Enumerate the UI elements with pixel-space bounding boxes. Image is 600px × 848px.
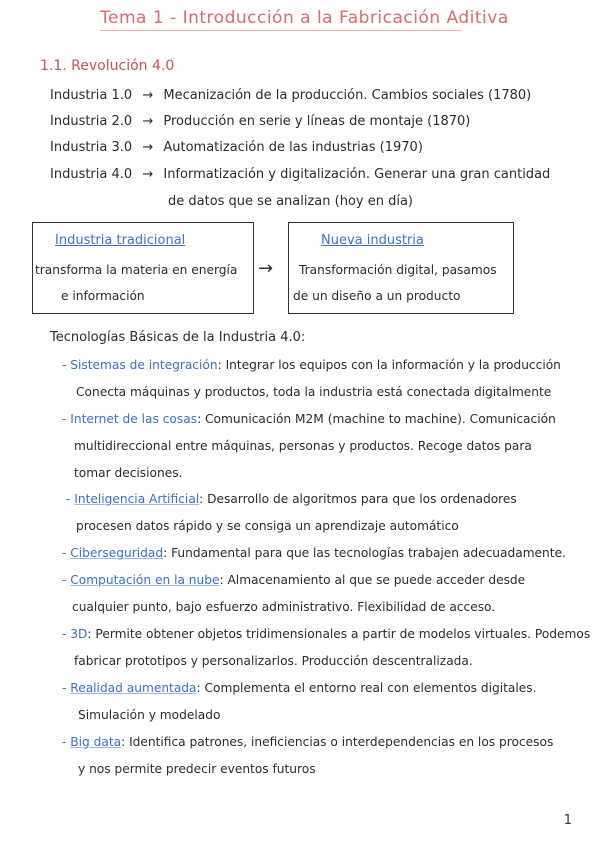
tech-name: Computación en la nube <box>70 573 220 587</box>
bullet: - <box>62 546 67 560</box>
tech-line: Conecta máquinas y productos, toda la industria está conectada digitalmente <box>76 385 552 399</box>
arrow-icon: → <box>142 140 154 155</box>
tech-item <box>62 681 537 695</box>
revolution-text: Automatización de las industrias (1970) <box>163 140 423 155</box>
box-line: transforma la materia en energía <box>35 263 238 277</box>
tech-sep: : <box>87 627 92 641</box>
tech-name: Ciberseguridad <box>70 546 164 560</box>
box-line: de un diseño a un producto <box>293 289 461 303</box>
revolution-text: Informatización y digitalización. Generar una gran cantidad <box>163 167 551 182</box>
revolution-text: Producción en serie y líneas de montaje (1870) <box>163 114 471 129</box>
revolution-label: Industria 1.0 <box>50 88 133 103</box>
tech-line: fabricar prototipos y personalizarlos. Producción descentralizada. <box>74 654 473 668</box>
tech-line: Comunicación M2M (machine to machine). Comunicación <box>205 412 556 426</box>
tech-name: 3D <box>70 627 88 641</box>
tech-sep: : <box>121 735 126 749</box>
tech-name: Sistemas de integración <box>70 358 218 372</box>
tech-line: Almacenamiento al que se puede acceder desde <box>227 573 526 587</box>
tech-line: Complementa el entorno real con elementos digitales. <box>204 681 537 695</box>
tech-item <box>62 573 525 587</box>
tech-sep: : <box>163 546 168 560</box>
tech-line: y nos permite predecir eventos futuros <box>78 762 316 776</box>
tech-item <box>62 412 556 426</box>
new-industry-box <box>288 222 514 314</box>
revolution-text-continuation: de datos que se analizan (hoy en día) <box>168 194 414 209</box>
revolution-row <box>50 114 470 129</box>
tech-line: Identifica patrones, ineficiencias o interdependencias en los procesos <box>129 735 554 749</box>
tech-line: Simulación y modelado <box>78 708 221 722</box>
page-number: 1 <box>563 813 572 828</box>
tech-sep: : <box>196 681 201 695</box>
revolution-text: Mecanización de la producción. Cambios sociales (1780) <box>163 88 532 103</box>
tech-line: Desarrollo de algoritmos para que los ordenadores <box>207 492 517 506</box>
tech-line: multidireccional entre máquinas, personas y productos. Recoge datos para <box>74 439 532 453</box>
tech-item <box>66 492 517 506</box>
bullet: - <box>62 681 67 695</box>
revolution-label: Industria 2.0 <box>50 114 133 129</box>
tech-name: Internet de las cosas <box>70 412 198 426</box>
arrow-icon: → <box>142 167 154 182</box>
tech-name: Big data <box>70 735 122 749</box>
bullet: - <box>62 573 67 587</box>
box-line: Transformación digital, pasamos <box>299 263 497 277</box>
revolution-label: Industria 3.0 <box>50 140 133 155</box>
tech-sep: : <box>217 358 222 372</box>
box-title: Industria tradicional <box>55 233 186 248</box>
arrow-icon: → <box>142 114 154 129</box>
section-heading: 1.1. Revolución 4.0 <box>40 58 175 74</box>
revolution-row <box>50 88 531 103</box>
box-title: Nueva industria <box>321 233 424 248</box>
tech-line: Permite obtener objetos tridimensionales a partir de modelos virtuales. Podemos <box>95 627 591 641</box>
tech-sep: : <box>199 492 204 506</box>
tech-item <box>62 627 590 641</box>
tech-line: tomar decisiones. <box>74 466 183 480</box>
tech-line: cualquier punto, bajo esfuerzo administrativo. Flexibilidad de acceso. <box>72 600 496 614</box>
title-underline <box>100 30 462 31</box>
arrow-icon: → <box>258 258 274 279</box>
bullet: - <box>66 492 71 506</box>
tech-heading: Tecnologías Básicas de la Industria 4.0: <box>50 330 306 345</box>
bullet: - <box>62 358 67 372</box>
tech-sep: : <box>219 573 224 587</box>
tech-name: Inteligencia Artificial <box>74 492 200 506</box>
revolution-label: Industria 4.0 <box>50 167 133 182</box>
tech-item <box>62 546 566 560</box>
tech-item <box>62 735 553 749</box>
tech-line: procesen datos rápido y se consiga un aprendizaje automático <box>76 519 459 533</box>
revolution-row <box>50 167 550 182</box>
revolution-row <box>50 140 423 155</box>
tech-line: Fundamental para que las tecnologías trabajen adecuadamente. <box>171 546 566 560</box>
tech-name: Realidad aumentada <box>70 681 197 695</box>
tech-sep: : <box>197 412 202 426</box>
bullet: - <box>62 412 67 426</box>
bullet: - <box>62 627 67 641</box>
tech-line: Integrar los equipos con la información y la producción <box>225 358 561 372</box>
arrow-icon: → <box>142 88 154 103</box>
page-title: Tema 1 - Introducción a la Fabricación Aditiva <box>100 8 509 28</box>
box-line: e información <box>61 289 145 303</box>
tech-item <box>62 358 561 372</box>
traditional-industry-box <box>32 222 254 314</box>
bullet: - <box>62 735 67 749</box>
